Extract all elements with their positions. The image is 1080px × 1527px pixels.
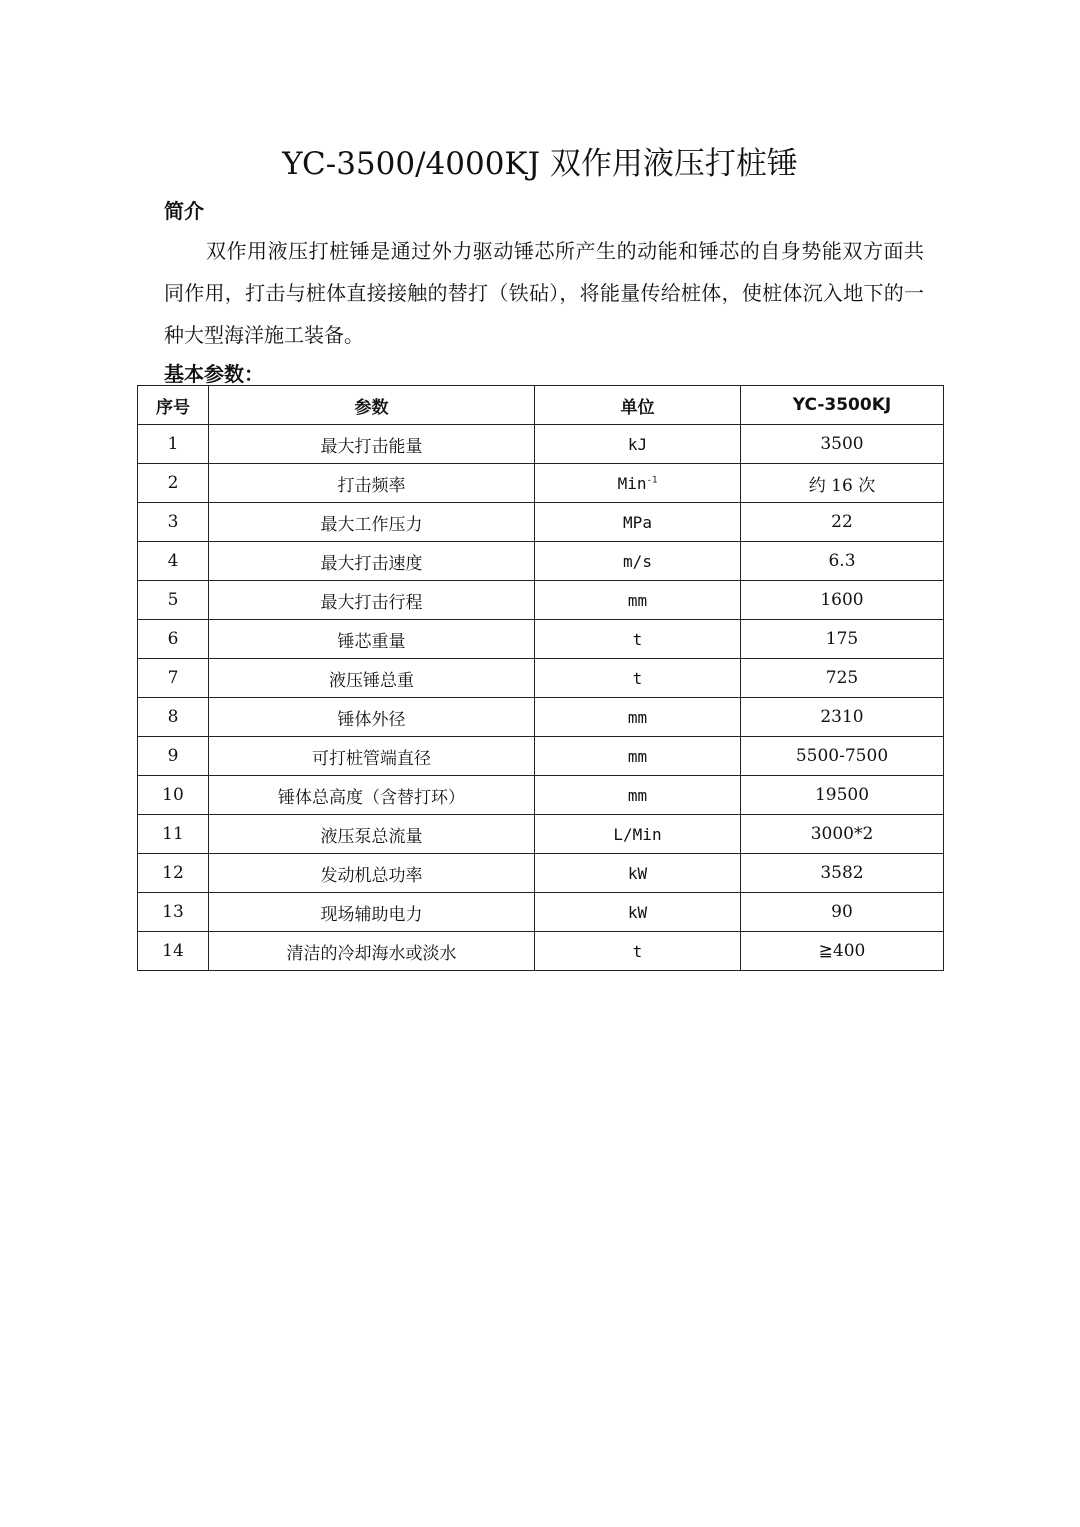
- row-unit: L/Min: [535, 815, 741, 854]
- row-value: 90: [741, 893, 944, 932]
- table-row: [138, 581, 944, 620]
- document-title: YC-3500/4000KJ 双作用液压打桩锤: [282, 146, 798, 182]
- row-value: 19500: [741, 776, 944, 815]
- row-index: 13: [138, 893, 209, 932]
- row-param: 可打桩管端直径: [209, 737, 535, 776]
- row-value: ≧400: [741, 932, 944, 971]
- row-unit: m/s: [535, 542, 741, 581]
- unit-superscript: -1: [646, 475, 658, 486]
- row-param: 锤体外径: [209, 698, 535, 737]
- row-param: 现场辅助电力: [209, 893, 535, 932]
- row-param: 最大打击行程: [209, 581, 535, 620]
- row-unit: kJ: [535, 425, 741, 464]
- row-index: 1: [138, 425, 209, 464]
- table-row: [138, 893, 944, 932]
- row-param: 锤芯重量: [209, 620, 535, 659]
- row-value: 3500: [741, 425, 944, 464]
- row-index: 2: [138, 464, 209, 503]
- header-index: 序号: [138, 386, 209, 425]
- table-row: [138, 503, 944, 542]
- intro-heading: 简介: [164, 199, 204, 223]
- row-value: 5500-7500: [741, 737, 944, 776]
- row-unit: t: [535, 659, 741, 698]
- row-value: 6.3: [741, 542, 944, 581]
- row-value: 175: [741, 620, 944, 659]
- row-param: 液压泵总流量: [209, 815, 535, 854]
- unit-base: Min: [617, 473, 647, 493]
- row-value: 2310: [741, 698, 944, 737]
- row-index: 14: [138, 932, 209, 971]
- row-index: 3: [138, 503, 209, 542]
- row-value: 3000*2: [741, 815, 944, 854]
- row-unit: t: [535, 932, 741, 971]
- row-value: 725: [741, 659, 944, 698]
- table-row: [138, 854, 944, 893]
- row-index: 8: [138, 698, 209, 737]
- row-index: 10: [138, 776, 209, 815]
- row-unit: mm: [535, 698, 741, 737]
- row-unit: mm: [535, 776, 741, 815]
- row-value: 约 16 次: [741, 464, 944, 503]
- row-value: 1600: [741, 581, 944, 620]
- row-unit: kW: [535, 854, 741, 893]
- row-param: 液压锤总重: [209, 659, 535, 698]
- header-unit: 单位: [535, 386, 741, 425]
- row-param: 打击频率: [209, 464, 535, 503]
- row-index: 5: [138, 581, 209, 620]
- table-row: [138, 425, 944, 464]
- row-index: 11: [138, 815, 209, 854]
- row-param: 锤体总高度（含替打环）: [209, 776, 535, 815]
- row-index: 7: [138, 659, 209, 698]
- row-value: 22: [741, 503, 944, 542]
- row-unit: kW: [535, 893, 741, 932]
- row-unit: [535, 464, 741, 503]
- params-heading: 基本参数：: [164, 362, 264, 386]
- row-param: 最大工作压力: [209, 503, 535, 542]
- table-row: [138, 659, 944, 698]
- row-unit: MPa: [535, 503, 741, 542]
- row-param: 最大打击能量: [209, 425, 535, 464]
- row-index: 4: [138, 542, 209, 581]
- table-header-row: [138, 386, 944, 425]
- row-param: 最大打击速度: [209, 542, 535, 581]
- row-unit: mm: [535, 737, 741, 776]
- row-index: 9: [138, 737, 209, 776]
- table-row: [138, 542, 944, 581]
- table-row: [138, 737, 944, 776]
- table-row: [138, 464, 944, 503]
- row-value: 3582: [741, 854, 944, 893]
- header-param: 参数: [209, 386, 535, 425]
- row-unit: mm: [535, 581, 741, 620]
- table-row: [138, 932, 944, 971]
- header-model: YC-3500KJ: [741, 386, 944, 425]
- params-table: [137, 385, 944, 971]
- table-row: [138, 620, 944, 659]
- row-index: 12: [138, 854, 209, 893]
- intro-paragraph: 双作用液压打桩锤是通过外力驱动锤芯所产生的动能和锤芯的自身势能双方面共同作用，打击与桩体直接接触的替打（铁砧），将能量传给桩体，使桩体沉入地下的一种大型海洋施工装备。: [164, 239, 924, 347]
- row-param: 清洁的冷却海水或淡水: [209, 932, 535, 971]
- table-row: [138, 776, 944, 815]
- row-param: 发动机总功率: [209, 854, 535, 893]
- table-row: [138, 815, 944, 854]
- row-index: 6: [138, 620, 209, 659]
- row-unit: t: [535, 620, 741, 659]
- table-row: [138, 698, 944, 737]
